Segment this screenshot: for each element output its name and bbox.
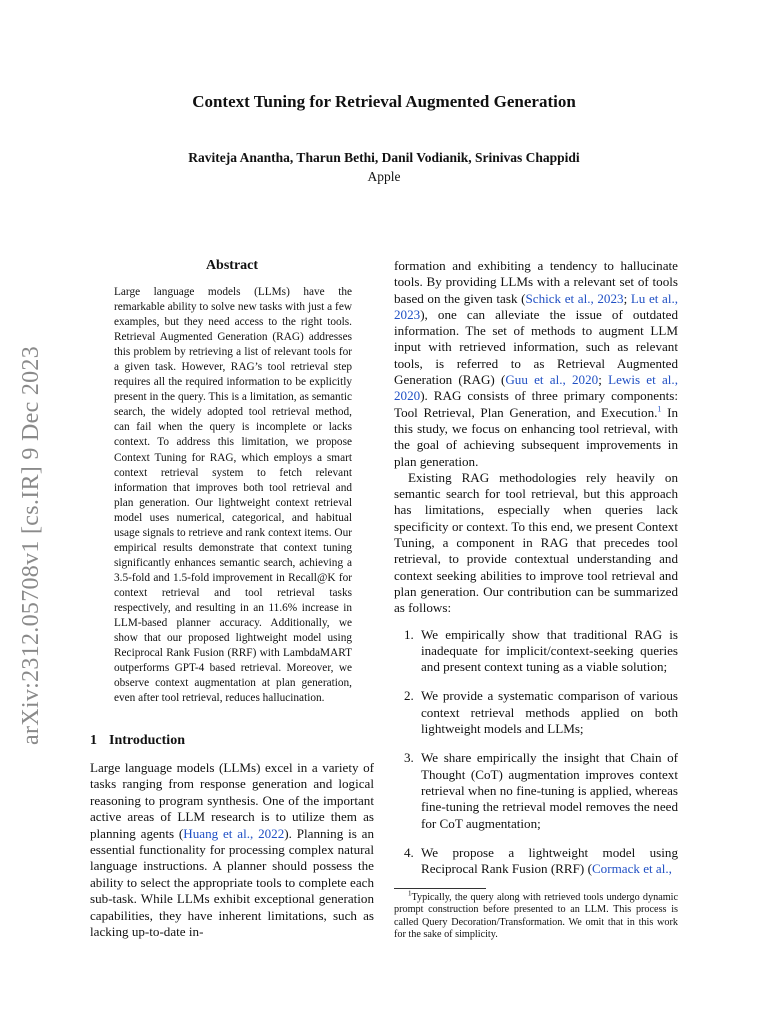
citation-link[interactable]: Lewis et al., 2020 [394,372,678,404]
list-text: We share empirically the insight that Chain of Thought (CoT) augmentation improves context retrieval when no fine-tuning is applied, whereas fine-tuning the retrieval model removes the need for CoT augmentation; [421,750,678,831]
body-text: In this study, we focus on enhancing tool retrieval, with the goal of achieving subsequent improvements in plan generation. [394,404,678,469]
footnote [394,889,678,941]
affiliation: Apple [367,169,401,184]
list-number: 1. [404,626,414,642]
paragraph: Existing RAG methodologies rely heavily on semantic search for tool retrieval, but this approach has limitations, especially when queries lack specificity or context. To this end, we present Context Tuning, a component in RAG that precedes tool retrieval, to provide contextual understanding and context seeking abilities to improve tool retrieval and plan generation. Our contribution can be summarized as follows: [394,469,678,616]
paper-title: Context Tuning for Retrieval Augmented Generation [192,92,576,111]
list-item [394,845,678,878]
intro-text: Large language models (LLMs) excel in a variety of tasks ranging from response generation and logical reasoning to program synthesis. One of the important active areas of LLM research is to utilize them as planning agents ( [90,760,374,841]
introduction-paragraph [90,760,374,940]
section-number: 1 [90,733,97,748]
abstract-body: Large language models (LLMs) have the remarkable ability to solve new tasks with just a few examples, but they need access to the right tools. Retrieval Augmented Generation (RAG) addresses this problem by retrieving a list of relevant tools for a given task. However, RAG’s tool retrieval step requires all the required information to be explicitly present in the query. This is a limitation, as semantic search, the widely adopted tool retrieval method, can fail when the query is incomplete or lacks context. To address this limitation, we propose Context Tuning for RAG, which employs a smart context retrieval system to fetch relevant information that improves both tool retrieval and plan generation. Our lightweight context retrieval model uses numerical, categorical, and habitual usage signals to retrieve and rank context items. Our empirical results demonstrate that context tuning significantly enhances semantic search, achieving a 3.5-fold and 1.5-fold improvement in Recall@K for context retrieval and tool retrieval tasks respectively, and resulting in an 11.6% increase in LLM-based planner accuracy. Additionally, we show that our proposed lightweight model using Reciprocal Rank Fusion (RRF) with LambdaMART outperforms GPT-4 based retrieval. Moreover, we observe context augmentation at plan generation, even after tool retrieval, reduces hallucination. [114,286,352,705]
body-text: ; [623,290,631,306]
footnote-text: Typically, the query along with retrieved tools undergo dynamic prompt construction before presented to an LLM. This process is called Query Decoration/Transformation. We omit that in this work for the sake of simplicity. [394,892,678,940]
body-text: formation and exhibiting a tendency to hallucinate tools. By providing LLMs with a relevant set of tools based on the given task ( [394,258,678,306]
body-text: ), one can alleviate the issue of outdated information. The set of methods to augment LLM input with retrieved information, such as relevant tools, is referred to as Retrieval Augmented Generation (RAG) ( [394,306,678,388]
author-list: Raviteja Anantha, Tharun Bethi, Danil Vodianik, Srinivas Chappidi [188,150,580,165]
list-text: We empirically show that traditional RAG is inadequate for implicit/context-seeking queries and present context tuning as a viable solution; [421,626,678,675]
section-title: Introduction [109,733,185,748]
body-text: ). RAG consists of three primary components: Tool Retrieval, Plan Generation, and Execution. [394,388,678,420]
citation-link[interactable]: Cormack et al., [591,861,672,877]
list-item [394,750,678,831]
list-item [394,627,678,676]
list-text: We propose a lightweight model using Reciprocal Rank Fusion (RRF) ( [421,844,678,877]
citation-link[interactable]: Guu et al., 2020 [505,372,599,388]
footnote-number: 1 [408,889,412,898]
contribution-list [394,627,678,878]
paragraph [394,258,678,470]
list-number: 3. [404,750,414,766]
abstract-heading: Abstract [205,258,259,273]
list-text: We provide a systematic comparison of various context retrieval methods applied on both lightweight models and LLMs; [421,688,678,737]
arxiv-identifier: arXiv:2312.05708v1 [cs.IR] 9 Dec 2023 [18,345,44,745]
citation-link[interactable]: Lu et al., 2023 [394,290,679,322]
list-number: 4. [404,844,414,860]
right-column [394,258,678,890]
list-item [394,688,678,737]
body-text: ; [598,372,609,388]
list-number: 2. [404,688,414,704]
citation-link[interactable]: Schick et al., 2023 [525,290,624,306]
section-heading-introduction [90,733,185,749]
citation-link[interactable]: Huang et al., 2022 [183,825,285,841]
intro-text: ). Planning is an essential functionality for processing complex natural language instructions. A planner should possess the ability to select the appropriate tools to complete each sub-task. While LLMs exhibit exceptional generation capabilities, they have inherent limitations, such as lacking up-to-date in- [90,825,374,940]
footnote-marker[interactable]: 1 [657,404,662,414]
